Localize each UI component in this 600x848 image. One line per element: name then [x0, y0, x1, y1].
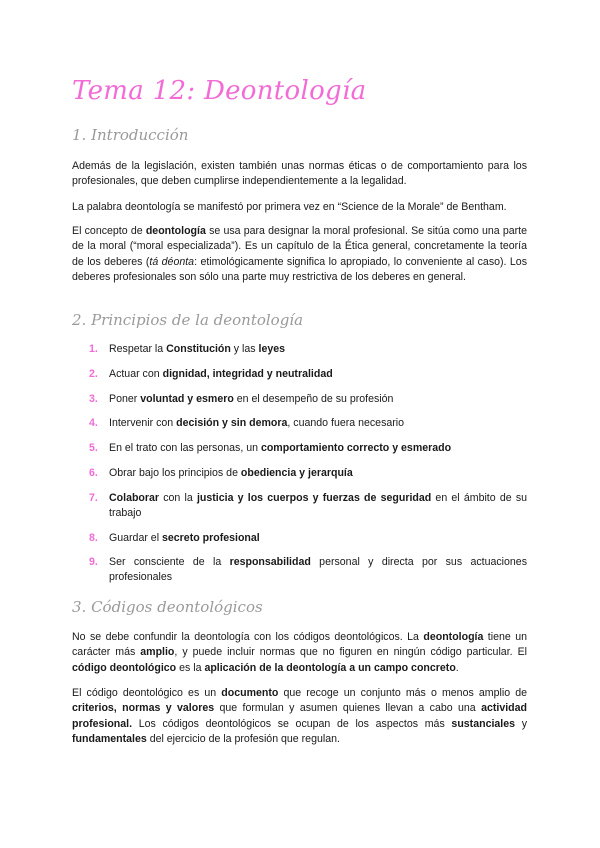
list-number: 9.	[89, 556, 98, 568]
page-title: Tema 12: Deontología	[72, 76, 367, 106]
list-text: Intervenir con decisión y sin demora, cuando fuera necesario	[109, 417, 405, 429]
list-number: 7.	[89, 492, 98, 504]
list-text: Colaborar con la justicia y los cuerpos y fuerzas de seguridad en el ámbito de su trabajo	[109, 492, 528, 520]
section-heading-codes: 3. Códigos deontológicos	[72, 598, 263, 616]
list-number: 6.	[89, 467, 98, 479]
section-heading-introduction: 1. Introducción	[72, 126, 189, 144]
list-text: Ser consciente de la responsabilidad personal y directa por sus actuaciones profesionales	[109, 556, 528, 584]
codes-paragraph-2: El código deontológico es un documento que recoge un conjunto más o menos amplio de criterios, normas y valores que formulan y asumen quienes llevan a cabo una actividad profesional. Los códigos deontológicos se ocupan de los aspectos más sustanciales y fundamentales del ejercicio de la profesión que regulan.	[72, 687, 528, 746]
list-text: En el trato con las personas, un comportamiento correcto y esmerado	[109, 442, 452, 454]
list-number: 3.	[89, 393, 98, 405]
list-number: 4.	[89, 417, 98, 429]
list-text: Respetar la Constitución y las leyes	[109, 343, 286, 355]
intro-paragraph-1: Además de la legislación, existen también unas normas éticas o de comportamiento para los profesionales, que deben cumplirse independientemente a la legalidad.	[72, 160, 527, 188]
section-heading-principles: 2. Principios de la deontología	[72, 311, 304, 329]
list-text: Obrar bajo los principios de obediencia y jerarquía	[109, 467, 353, 479]
intro-paragraph-3: El concepto de deontología se usa para designar la moral profesional. Se sitúa como una parte de la moral (“moral especializada”). Es un capítulo de la Ética general, concretamente la teoría de los deberes (tá déonta: etimológicamente significa lo apropiado, lo conveniente al caso). Los deberes profesionales son sólo una parte muy restrictiva de los deberes en general.	[72, 225, 528, 284]
intro-paragraph-2: La palabra deontología se manifestó por primera vez en “Science de la Morale” de Bentham.	[72, 201, 507, 213]
list-number: 1.	[89, 343, 98, 355]
list-number: 5.	[89, 442, 98, 454]
list-text: Actuar con dignidad, integridad y neutralidad	[109, 368, 333, 380]
list-text: Guardar el secreto profesional	[109, 532, 260, 544]
codes-paragraph-1: No se debe confundir la deontología con los códigos deontológicos. La deontología tiene un carácter más amplio, y puede incluir normas que no figuren en ningún código particular. El código deontológico es la aplicación de la deontología a un campo concreto.	[72, 631, 527, 674]
list-number: 8.	[89, 532, 98, 544]
list-text: Poner voluntad y esmero en el desempeño de su profesión	[109, 393, 394, 405]
list-number: 2.	[89, 368, 98, 380]
